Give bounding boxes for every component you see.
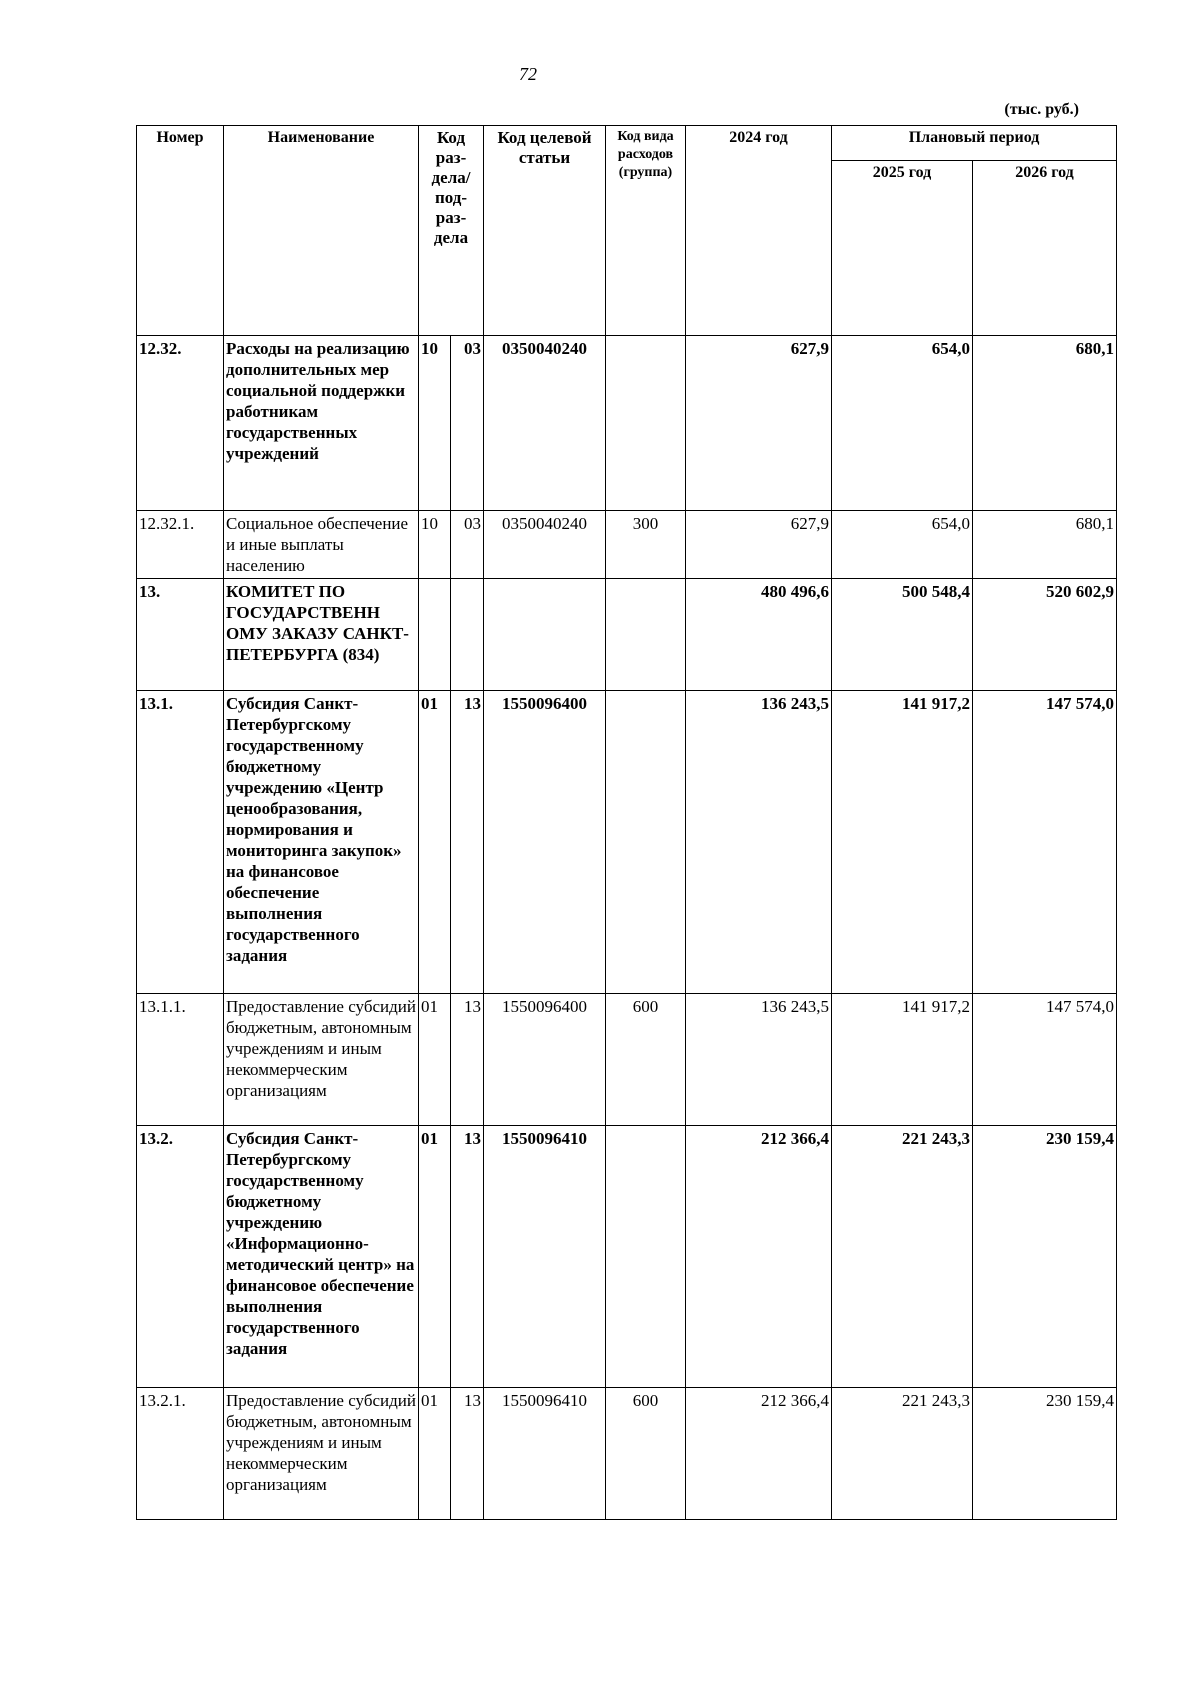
row-expense-type xyxy=(606,336,686,511)
header-name: Наименование xyxy=(224,126,419,336)
row-2024: 136 243,5 xyxy=(686,691,832,994)
row-2026: 230 159,4 xyxy=(973,1126,1117,1388)
row-name: Предоставление субсидий бюджетным, автономным учреждениям и иным некоммерческим организациям xyxy=(224,994,419,1126)
row-section: 10 xyxy=(419,511,451,579)
units-label: (тыс. руб.) xyxy=(1004,101,1079,118)
row-2026: 230 159,4 xyxy=(973,1388,1117,1520)
row-name: Расходы на реализацию дополнительных мер социальной поддержки работникам государственных учреждений xyxy=(224,336,419,511)
row-target-code: 1550096410 xyxy=(484,1126,606,1388)
row-2025: 221 243,3 xyxy=(832,1126,973,1388)
row-target-code: 0350040240 xyxy=(484,511,606,579)
row-name: КОМИТЕТ ПО ГОСУДАРСТВЕНН ОМУ ЗАКАЗУ САНКТ-ПЕТЕРБУРГА (834) xyxy=(224,579,419,691)
header-planned-period: Плановый период xyxy=(832,126,1117,161)
table-row xyxy=(137,511,1117,579)
row-target-code: 1550096410 xyxy=(484,1388,606,1520)
header-2025: 2025 год xyxy=(832,161,973,336)
table-row xyxy=(137,579,1117,691)
row-target-code xyxy=(484,579,606,691)
row-subsection: 03 xyxy=(451,511,484,579)
header-target-code: Код целевой статьи xyxy=(484,126,606,336)
page-number: 72 xyxy=(519,64,537,84)
row-2026: 147 574,0 xyxy=(973,994,1117,1126)
row-2025: 654,0 xyxy=(832,336,973,511)
table-row xyxy=(137,336,1117,511)
row-number: 13.1. xyxy=(137,691,224,994)
row-2024: 480 496,6 xyxy=(686,579,832,691)
row-2024: 212 366,4 xyxy=(686,1388,832,1520)
row-subsection: 03 xyxy=(451,336,484,511)
row-expense-type: 600 xyxy=(606,1388,686,1520)
row-name: Субсидия Санкт-Петербургскому государственному бюджетному учреждению «Информационно-методический центр» на финансовое обеспечение выполнения государственного задания xyxy=(224,1126,419,1388)
row-2024: 212 366,4 xyxy=(686,1126,832,1388)
header-number: Номер xyxy=(137,126,224,336)
row-section: 01 xyxy=(419,994,451,1126)
row-2024: 627,9 xyxy=(686,511,832,579)
row-section: 01 xyxy=(419,1388,451,1520)
header-row-top xyxy=(137,126,1117,161)
row-section xyxy=(419,579,451,691)
row-2026: 680,1 xyxy=(973,511,1117,579)
row-2025: 654,0 xyxy=(832,511,973,579)
row-2026: 680,1 xyxy=(973,336,1117,511)
row-2024: 627,9 xyxy=(686,336,832,511)
row-target-code: 1550096400 xyxy=(484,994,606,1126)
table-row xyxy=(137,994,1117,1126)
row-name: Социальное обеспечение и иные выплаты населению xyxy=(224,511,419,579)
row-section: 01 xyxy=(419,691,451,994)
budget-table xyxy=(136,125,1117,1520)
row-number: 13.2.1. xyxy=(137,1388,224,1520)
row-subsection: 13 xyxy=(451,1126,484,1388)
row-subsection: 13 xyxy=(451,1388,484,1520)
table-row xyxy=(137,691,1117,994)
row-target-code: 0350040240 xyxy=(484,336,606,511)
table-row xyxy=(137,1388,1117,1520)
row-2025: 141 917,2 xyxy=(832,691,973,994)
row-subsection: 13 xyxy=(451,994,484,1126)
row-number: 13.1.1. xyxy=(137,994,224,1126)
row-2026: 147 574,0 xyxy=(973,691,1117,994)
row-section: 01 xyxy=(419,1126,451,1388)
row-expense-type xyxy=(606,691,686,994)
row-number: 12.32.1. xyxy=(137,511,224,579)
row-expense-type xyxy=(606,1126,686,1388)
row-2025: 141 917,2 xyxy=(832,994,973,1126)
row-2026: 520 602,9 xyxy=(973,579,1117,691)
row-subsection xyxy=(451,579,484,691)
header-2026: 2026 год xyxy=(973,161,1117,336)
row-name: Субсидия Санкт-Петербургскому государственному бюджетному учреждению «Центр ценообразования, нормирования и мониторинга закупок» на финансовое обеспечение выполнения государственного задания xyxy=(224,691,419,994)
row-2024: 136 243,5 xyxy=(686,994,832,1126)
row-number: 13. xyxy=(137,579,224,691)
row-2025: 500 548,4 xyxy=(832,579,973,691)
row-number: 12.32. xyxy=(137,336,224,511)
row-expense-type: 300 xyxy=(606,511,686,579)
row-section: 10 xyxy=(419,336,451,511)
row-name: Предоставление субсидий бюджетным, автономным учреждениям и иным некоммерческим организациям xyxy=(224,1388,419,1520)
header-section-code: Код раз- дела/ под- раз- дела xyxy=(419,126,484,336)
row-subsection: 13 xyxy=(451,691,484,994)
row-2025: 221 243,3 xyxy=(832,1388,973,1520)
row-expense-type: 600 xyxy=(606,994,686,1126)
header-expense-type: Код вида расходов (группа) xyxy=(606,126,686,336)
header-2024: 2024 год xyxy=(686,126,832,336)
table-row xyxy=(137,1126,1117,1388)
row-target-code: 1550096400 xyxy=(484,691,606,994)
row-number: 13.2. xyxy=(137,1126,224,1388)
row-expense-type xyxy=(606,579,686,691)
